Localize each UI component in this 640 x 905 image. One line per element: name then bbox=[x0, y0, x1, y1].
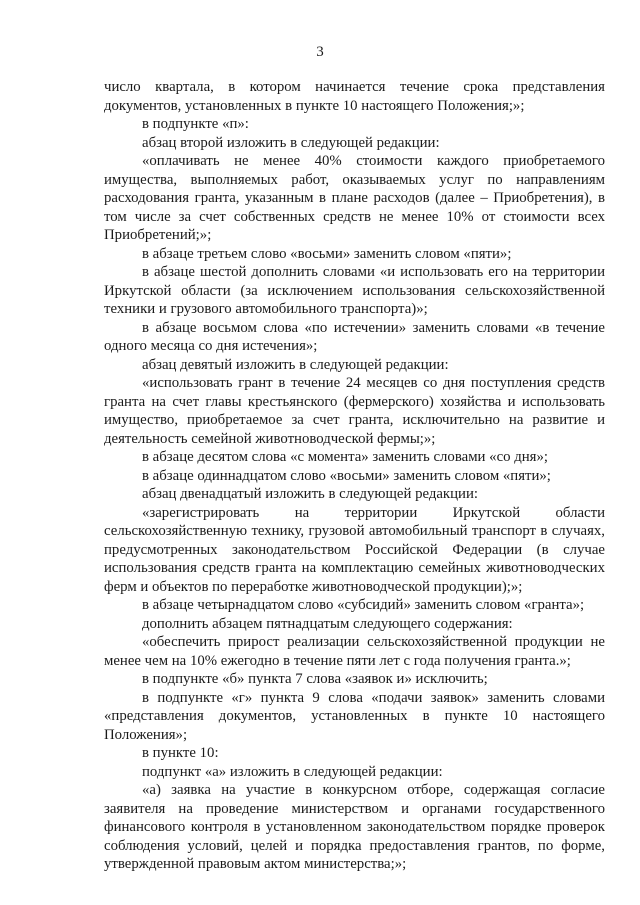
paragraph: в абзаце одиннадцатом слово «восьми» заменить словом «пяти»; bbox=[142, 467, 551, 484]
paragraph: «обеспечить прирост реализации сельскохозяйственной продукции не менее чем на 10% ежегодно в течение пяти лет с года получения гранта.»; bbox=[104, 634, 605, 669]
paragraph: в подпункте «п»: bbox=[142, 116, 249, 132]
paragraph: «использовать грант в течение 24 месяцев со дня поступления средств гранта на счет главы крестьянского (фермерского) хозяйства и использовать имущество, приобретаемое за счет гранта, исключительно на развитие и деятельность семейной животноводческой фермы;»; bbox=[104, 375, 605, 447]
document-body bbox=[104, 78, 605, 874]
paragraph: в абзаце четырнадцатом слово «субсидий» заменить словом «гранта»; bbox=[142, 597, 585, 613]
paragraph: в пункте 10: bbox=[142, 745, 219, 761]
paragraph: в абзаце третьем слово «восьми» заменить словом «пяти»; bbox=[142, 245, 512, 262]
paragraph: в абзаце шестой дополнить словами «и использовать его на территории Иркутской области (за исключением использования сельскохозяйственной техники и грузового автомобильного транспорта)»; bbox=[104, 264, 605, 317]
paragraph: «оплачивать не менее 40% стоимости каждого приобретаемого имущества, выполняемых работ, оказываемых услуг по направлениям расходования гранта, указанным в плане расходов (далее – Приобретения), в том числе за счет собственных средств не менее 10% от стоимости всех Приобретений;»; bbox=[104, 153, 605, 243]
paragraph: в абзаце десятом слова «с момента» заменить словами «со дня»; bbox=[142, 449, 548, 465]
paragraph: в подпункте «б» пункта 7 слова «заявок и» исключить; bbox=[142, 671, 488, 687]
paragraph: «а) заявка на участие в конкурсном отборе, содержащая согласие заявителя на проведение министерством и органами государственного финансового контроля в установленном законодательством порядке проверок соблюдения условий, целей и порядка предоставления грантов, по форме, утвержденной правовым актом министерства;»; bbox=[104, 782, 605, 872]
paragraph: абзац девятый изложить в следующей редакции: bbox=[142, 356, 449, 373]
paragraph: подпункт «а» изложить в следующей редакции: bbox=[142, 763, 443, 780]
paragraph: в подпункте «г» пункта 9 слова «подачи заявок» заменить словами «представления документов, установленных в пункте 10 настоящего Положения»; bbox=[104, 689, 605, 743]
paragraph: абзац второй изложить в следующей редакции: bbox=[142, 134, 440, 151]
paragraph: в абзаце восьмом слова «по истечении» заменить словами «в течение одного месяца со дня истечения»; bbox=[104, 319, 605, 354]
paragraph: «зарегистрировать на территории Иркутской области сельскохозяйственную технику, грузовой автомобильный транспорт в случаях, предусмотренных законодательством Российской Федерации (в случае использования средств гранта на комплектацию семейных животноводческих ферм и объектов по переработке животноводческой продукции);»; bbox=[104, 504, 605, 595]
page-number: 3 bbox=[316, 44, 324, 60]
paragraph: число квартала, в котором начинается течение срока представления документов, установленных в пункте 10 настоящего Положения;»; bbox=[104, 79, 605, 114]
paragraph: дополнить абзацем пятнадцатым следующего содержания: bbox=[142, 615, 513, 632]
paragraph: абзац двенадцатый изложить в следующей редакции: bbox=[142, 486, 478, 502]
